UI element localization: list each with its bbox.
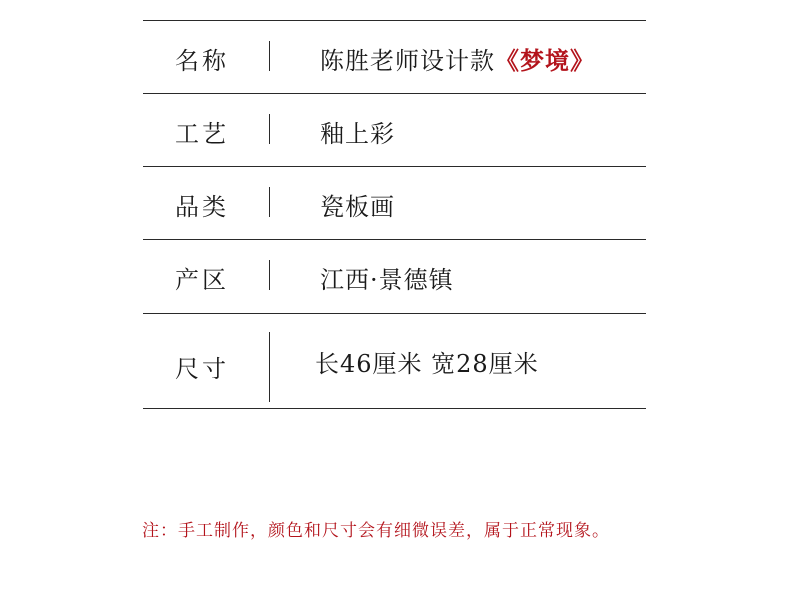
spec-label-craft: 工艺	[175, 120, 229, 148]
column-separator	[269, 41, 270, 71]
column-separator	[269, 332, 270, 402]
spec-label-origin: 产区	[175, 266, 229, 294]
spec-row-size	[143, 314, 646, 408]
spec-value-size: 长46厘米 宽28厘米	[315, 350, 539, 378]
table-rule	[143, 408, 646, 409]
spec-value-category: 瓷板画	[320, 193, 395, 221]
spec-value-name	[320, 41, 595, 76]
column-separator	[269, 114, 270, 144]
spec-row-origin	[143, 240, 646, 313]
spec-label-category: 品类	[175, 193, 229, 221]
spec-row-craft	[143, 94, 646, 166]
column-separator	[269, 260, 270, 290]
spec-value-craft: 釉上彩	[320, 120, 395, 148]
product-title-highlight: 《梦境》	[495, 46, 595, 75]
product-designer-text: 陈胜老师设计款	[320, 47, 495, 75]
spec-row-name	[143, 21, 646, 93]
spec-label-size: 尺寸	[175, 355, 229, 383]
spec-row-category	[143, 167, 646, 239]
disclaimer-note: 注：手工制作，颜色和尺寸会有细微误差，属于正常现象。	[142, 521, 610, 541]
spec-value-origin: 江西·景德镇	[320, 266, 454, 294]
spec-label-name: 名称	[175, 47, 229, 75]
column-separator	[269, 187, 270, 217]
spec-table	[143, 20, 646, 409]
